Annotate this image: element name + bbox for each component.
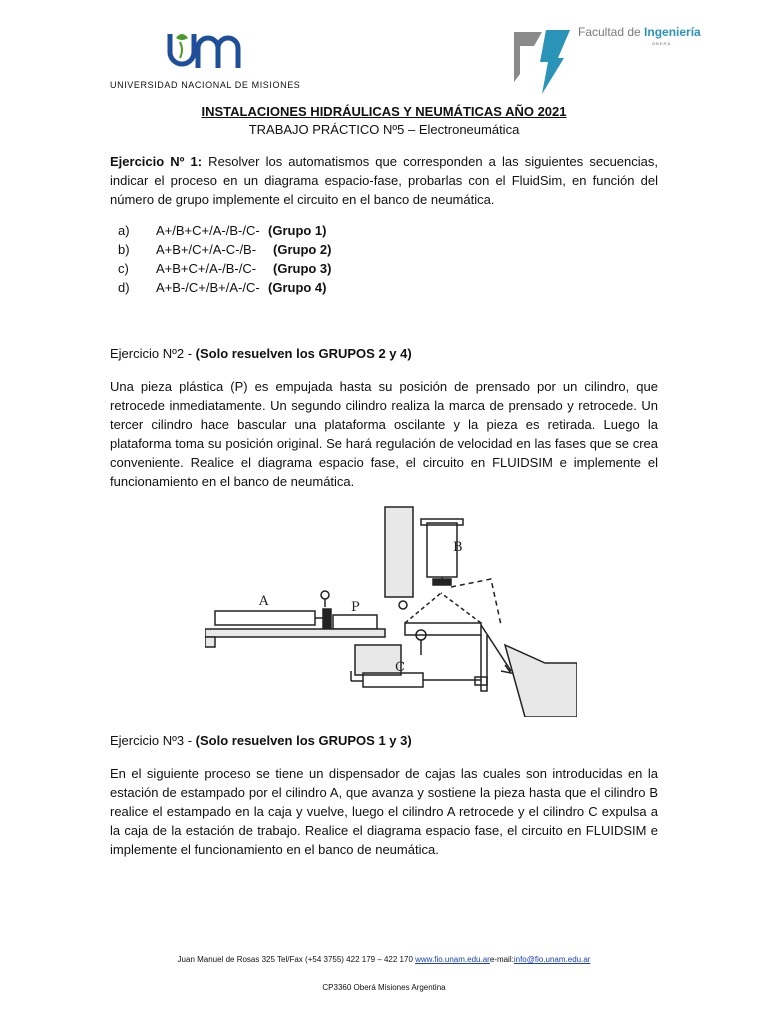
university-name: UNIVERSIDAD NACIONAL DE MISIONES xyxy=(110,80,301,90)
piece-p xyxy=(333,615,377,629)
item-key: a) xyxy=(118,223,130,238)
exercise-1-text xyxy=(110,152,658,209)
label-p: P xyxy=(351,600,360,615)
exercise-3-heading xyxy=(110,733,412,748)
footer-contact xyxy=(0,955,768,964)
footer-web-link[interactable]: www.fio.unam.edu.ar xyxy=(415,955,490,964)
faculty-logo-icon xyxy=(512,24,572,96)
item-sequence: A+B+C+/A-/B-/C- xyxy=(156,261,257,276)
item-group: (Grupo 4) xyxy=(268,280,327,295)
document-title: INSTALACIONES HIDRÁULICAS Y NEUMÁTICAS AÑO 2021 xyxy=(201,104,567,119)
faculty-header xyxy=(512,20,701,98)
exercise-2-heading xyxy=(110,346,412,361)
item-key: c) xyxy=(118,261,129,276)
exercise-2-separator: - xyxy=(184,346,196,361)
faculty-location: OBERÁ xyxy=(652,41,672,46)
faculty-name: Ingeniería xyxy=(644,25,701,39)
exercise-2-text: Una pieza plástica (P) es empujada hasta su posición de prensado por un cilindro, que retrocede inmediatamente. Un segundo cilindro realiza la marca de prensado y retrocede. Un tercer cilindro hace bascular una plataforma oscilante y la pieza es retirada. Luego la plataforma toma su posición original. Se hará regulación de velocidad en las fases que se crea conveniente. Realice el diagrama espacio fase, el circuito en FLUIDSIM e implemente el funcionamiento en el banco de neumática. xyxy=(110,379,658,489)
unam-logo-icon xyxy=(166,28,254,70)
exercise-1-label: Ejercicio Nº 1: xyxy=(110,154,203,169)
exercise-2-label: Ejercicio Nº2 xyxy=(110,346,185,361)
label-b: B xyxy=(453,540,463,555)
stamp-head xyxy=(433,579,451,585)
label-a: A xyxy=(259,594,269,609)
footer-city: CP3360 Oberá Misiones Argentina xyxy=(322,983,446,992)
exercise-3-separator: - xyxy=(184,733,196,748)
exercise-2-note: (Solo resuelven los GRUPOS 2 y 4) xyxy=(195,346,412,361)
exercise-1-body: Resolver los automatismos que corresponden a las siguientes secuencias, indicar el proceso en un diagrama espacio-fase, probarlas con el FluidSim, en función del número de grupo implemente el circuito en el banco de neumática. xyxy=(110,154,658,207)
document-subtitle: TRABAJO PRÁCTICO Nº5 – Electroneumática xyxy=(248,122,520,137)
piston-a xyxy=(323,609,331,631)
item-group: (Grupo 3) xyxy=(273,261,332,276)
exercise-3-label: Ejercicio Nº3 xyxy=(110,733,185,748)
footer-mail-link[interactable]: info@fio.unam.edu.ar xyxy=(513,955,591,964)
item-key: d) xyxy=(118,280,130,295)
item-key: b) xyxy=(118,242,130,257)
cylinder-a xyxy=(215,611,315,625)
exercise-3-text: En el siguiente proceso se tiene un dispensador de cajas las cuales son introducidas en la estación de estampado por el cilindro A, que avanza y sostiene la pieza hasta que el cilindro B realice el estampado en la caja y vuelve, luego el cilindro A retrocede y el cilindro C expulsa a la caja de la estación de trabajo. Realice el diagrama espacio fase, el circuito en FLUIDSIM e implemente el funcionamiento en el banco de neumática. xyxy=(110,766,658,857)
footer-mail-label: e-mail: xyxy=(489,955,514,964)
wall-block xyxy=(385,507,413,597)
press-mechanism-diagram xyxy=(205,505,577,717)
item-group: (Grupo 2) xyxy=(273,242,332,257)
exercise-3-note: (Solo resuelven los GRUPOS 1 y 3) xyxy=(195,733,412,748)
label-c: C xyxy=(395,660,405,675)
item-sequence: A+/B+C+/A-/B-/C- xyxy=(156,223,260,238)
unam-header xyxy=(108,24,328,94)
item-group: (Grupo 1) xyxy=(268,223,327,238)
item-sequence: A+B+/C+/A-C-/B- xyxy=(156,242,257,257)
faculty-prefix: Facultad de xyxy=(578,25,645,39)
footer-address: Juan Manuel de Rosas 325 Tel/Fax (+54 3755) 422 179 – 422 170 xyxy=(177,955,416,964)
faculty-title xyxy=(578,25,701,39)
item-sequence: A+B-/C+/B+/A-/C- xyxy=(156,280,260,295)
